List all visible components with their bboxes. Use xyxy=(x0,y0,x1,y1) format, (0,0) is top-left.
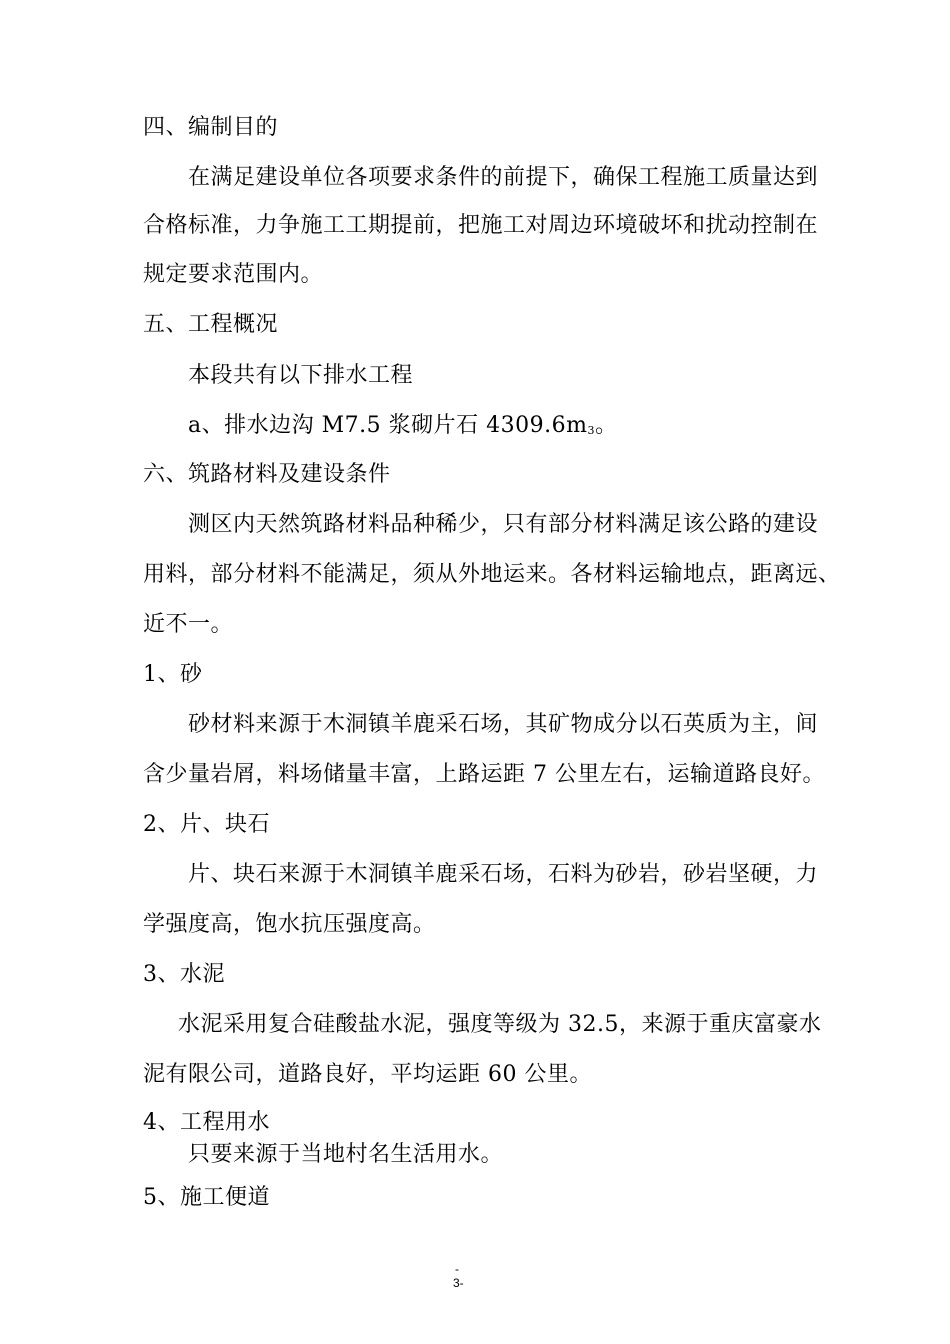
paragraph-line: 本段共有以下排水工程 xyxy=(188,363,414,388)
paragraph-line: 泥有限公司，道路良好，平均运距 60 公里。 xyxy=(143,1062,592,1087)
page-number: 3- xyxy=(453,1276,464,1290)
paragraph-line: 在满足建设单位各项要求条件的前提下，确保工程施工质量达到 xyxy=(188,165,819,190)
paragraph-line: 水泥采用复合硅酸盐水泥，强度等级为 32.5，来源于重庆富豪水 xyxy=(178,1012,822,1037)
paragraph-line: 只要来源于当地村名生活用水。 xyxy=(188,1142,504,1167)
subheading-sand: 1、砂 xyxy=(143,662,203,687)
heading-section-6: 六、筑路材料及建设条件 xyxy=(143,462,391,487)
paragraph-text: a、排水边沟 M7.5 浆砌片石 4309.6m xyxy=(188,413,588,438)
heading-section-5: 五、工程概况 xyxy=(143,312,279,337)
paragraph-line: 测区内天然筑路材料品种稀少，只有部分材料满足该公路的建设 xyxy=(188,512,819,537)
subheading-cement: 3、水泥 xyxy=(143,962,225,987)
paragraph-line: 近不一。 xyxy=(143,612,234,637)
paragraph-text-tail: 。 xyxy=(594,413,618,438)
heading-section-4: 四、编制目的 xyxy=(143,115,279,140)
subheading-access-road: 5、施工便道 xyxy=(143,1185,270,1210)
paragraph-line: 砂材料来源于木洞镇羊鹿采石场，其矿物成分以石英质为主，间 xyxy=(188,712,819,737)
unit-superscript: 3 xyxy=(587,424,595,437)
paragraph-line: 含少量岩屑，料场储量丰富，上路运距 7 公里左右，运输道路良好。 xyxy=(143,762,825,787)
page-number-dash: - xyxy=(455,1262,459,1276)
paragraph-line: 学强度高，饱水抗压强度高。 xyxy=(143,912,436,937)
paragraph-line: 合格标准，力争施工工期提前，把施工对周边环境破坏和扰动控制在 xyxy=(143,213,819,238)
paragraph-line-with-unit xyxy=(188,411,617,444)
paragraph-line: 规定要求范围内。 xyxy=(143,262,324,287)
paragraph-line: 片、块石来源于木洞镇羊鹿采石场，石料为砂岩，砂岩坚硬，力 xyxy=(188,862,819,887)
paragraph-line: 用料，部分材料不能满足，须从外地运来。各材料运输地点，距离远、 xyxy=(143,562,841,587)
subheading-stone: 2、片、块石 xyxy=(143,812,270,837)
subheading-water: 4、工程用水 xyxy=(143,1110,270,1135)
